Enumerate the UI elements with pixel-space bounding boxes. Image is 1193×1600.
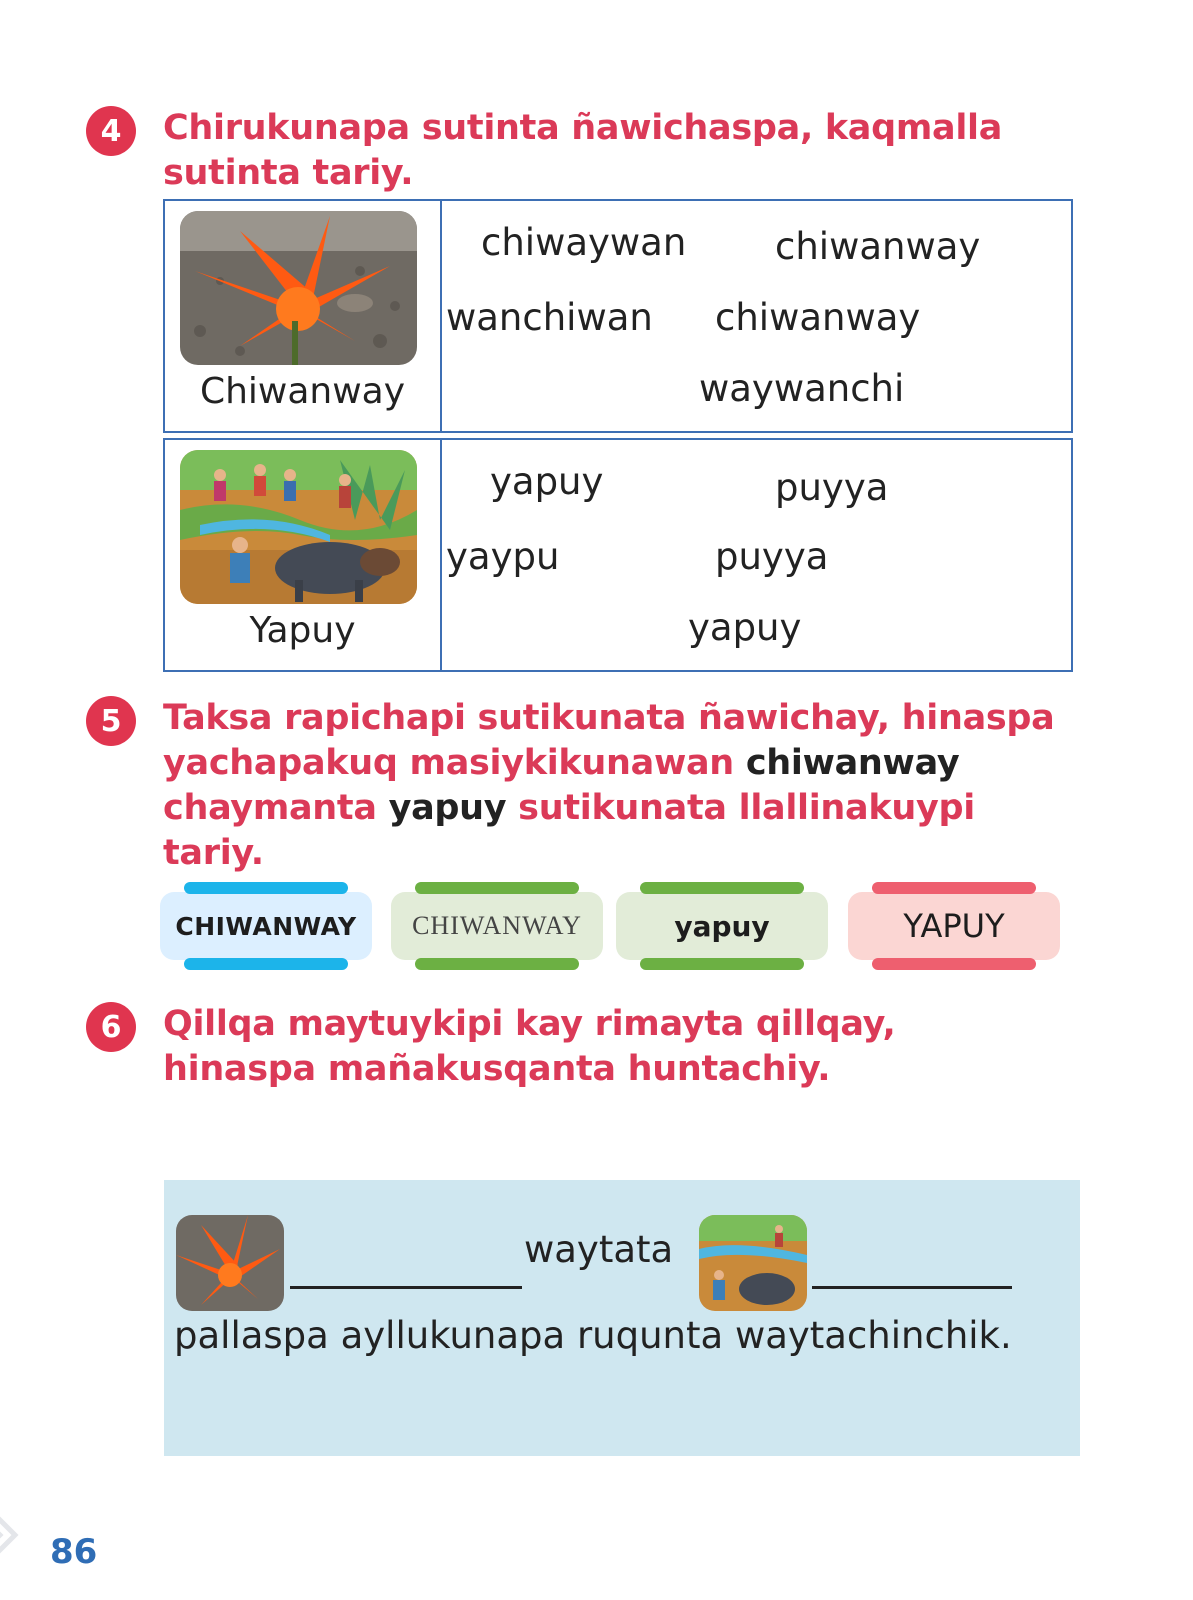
- word-card-yapuy-caps[interactable]: [848, 892, 1060, 960]
- word-option[interactable]: yaypu: [446, 535, 560, 578]
- sentence-text: pallaspa ayllukunapa ruqunta waytachinchik.: [174, 1314, 1012, 1357]
- word-option[interactable]: waywanchi: [699, 367, 905, 410]
- card-tab: [415, 882, 579, 894]
- word-option[interactable]: chiwaywan: [481, 221, 687, 264]
- instruction-text: sutikunata llallinakuypi tariy.: [163, 788, 975, 873]
- exercise-number-badge: 4: [86, 106, 136, 156]
- word-card-chiwanway-bold[interactable]: [160, 892, 372, 960]
- word-card-yapuy-bold[interactable]: [616, 892, 828, 960]
- card-label: YAPUY: [903, 907, 1005, 945]
- card-tab: [872, 958, 1036, 970]
- instruction-text: chaymanta: [163, 788, 389, 828]
- match-box-chiwanway: [163, 199, 1073, 433]
- blank-line[interactable]: [812, 1286, 1012, 1289]
- card-tab: [184, 882, 348, 894]
- box-divider: [440, 440, 442, 670]
- word-option[interactable]: puyya: [715, 535, 829, 578]
- exercise-number-badge: 5: [86, 696, 136, 746]
- exercise-instruction: Chirukunapa sutinta ñawichaspa, kaqmalla sutinta tariy.: [163, 108, 1003, 193]
- exercise-instruction: Qillqa maytuykipi kay rimayta qillqay, hinaspa mañakusqanta huntachiy.: [163, 1004, 896, 1089]
- keyword-yapuy: yapuy: [388, 788, 507, 828]
- card-tab: [640, 882, 804, 894]
- word-card-chiwanway-serif[interactable]: [391, 892, 603, 960]
- instruction-text: Taksa rapichapi sutikunata ñawichay, hinaspa yachapakuq masiykikunawan: [163, 698, 1055, 783]
- card-label: CHIWANWAY: [412, 911, 582, 940]
- word-option[interactable]: yapuy: [688, 606, 802, 649]
- word-option[interactable]: yapuy: [490, 460, 604, 503]
- sentence-text: waytata: [524, 1228, 674, 1271]
- card-tab: [872, 882, 1036, 894]
- card-tab: [640, 958, 804, 970]
- image-caption: Yapuy: [249, 610, 356, 651]
- blank-line[interactable]: [290, 1286, 522, 1289]
- exercise-instruction: [163, 696, 1063, 876]
- page-number: 86: [50, 1532, 98, 1572]
- exercise-number-badge: 6: [86, 1002, 136, 1052]
- word-option[interactable]: chiwanway: [775, 225, 981, 268]
- card-tab: [415, 958, 579, 970]
- farmers-plowing-image: [180, 450, 417, 604]
- card-label: yapuy: [674, 909, 770, 943]
- farmers-plowing-thumbnail: [699, 1215, 807, 1311]
- word-option[interactable]: chiwanway: [715, 296, 921, 339]
- word-option[interactable]: wanchiwan: [446, 296, 653, 339]
- orange-flower-image: [180, 211, 417, 365]
- corner-decoration: [0, 1490, 40, 1580]
- image-caption: Chiwanway: [199, 371, 406, 412]
- match-box-yapuy: [163, 438, 1073, 672]
- card-tab: [184, 958, 348, 970]
- word-option[interactable]: puyya: [775, 466, 889, 509]
- card-label: CHIWANWAY: [175, 911, 357, 941]
- sentence-writing-area: [164, 1180, 1080, 1456]
- keyword-chiwanway: chiwanway: [745, 743, 960, 783]
- orange-flower-thumbnail: [176, 1215, 284, 1311]
- box-divider: [440, 201, 442, 431]
